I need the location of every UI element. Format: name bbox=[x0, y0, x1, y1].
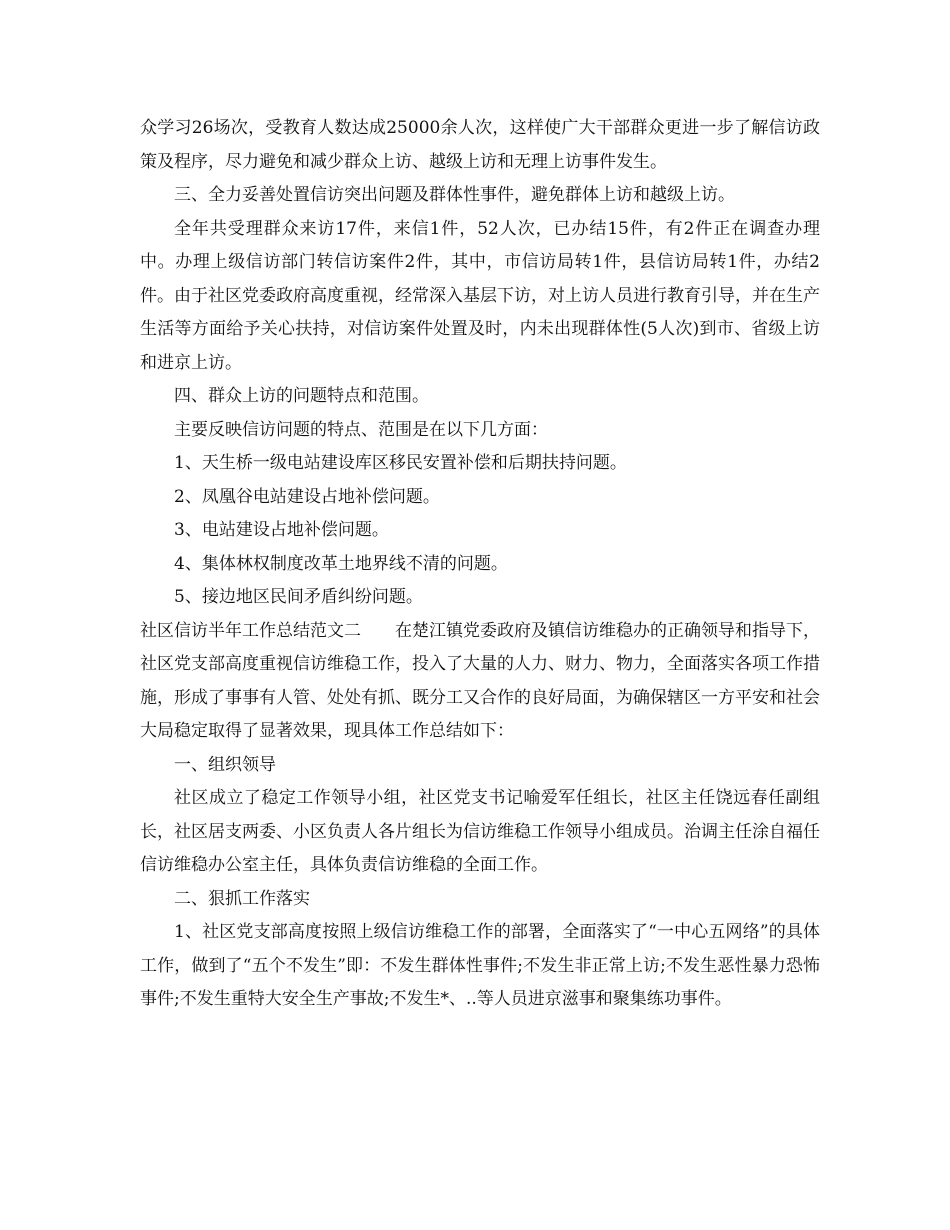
list-item-5: 5、接边地区民间矛盾纠纷问题。 bbox=[174, 587, 423, 607]
heading-implementation: 二、狠抓工作落实 bbox=[174, 888, 310, 909]
paragraph-4: 四、群众上访的问题特点和范围。 bbox=[174, 386, 429, 406]
list-item-3: 3、电站建设占地补偿问题。 bbox=[174, 520, 389, 540]
paragraph-3: 全年共受理群众来访17件，来信1件，52人次，已办结15件，有2件正在调查办理中。办理上级信访部门转信访案件2件，其中，市信访局转1件，县信访局转1件，办结2件。由于社区党委政府高度重视，经常深入基层下访，对上访人员进行教育引导，并在生产生活等方面给予关心扶持，对信访案件处置及时，内未出现群体性(5人次)到市、省级上访和进京上访。 bbox=[140, 218, 820, 373]
paragraph-organization: 社区成立了稳定工作领导小组，社区党支书记喻爱军任组长，社区主任饶远春任副组长，社区居支两委、小区负责人各片组长为信访维稳工作领导小组成员。治调主任涂自福任信访维稳办公室主任，具体负责信访维稳的全面工作。 bbox=[140, 788, 820, 875]
heading-organization: 一、组织领导 bbox=[174, 754, 276, 775]
list-item-4: 4、集体林权制度改革土地界线不清的问题。 bbox=[174, 553, 508, 574]
section-two-intro: 社区信访半年工作总结范文二 在楚江镇党委政府及镇信访维稳办的正确领导和指导下，社区党支部高度重视信访维稳工作，投入了大量的人力、财力、物力，全面落实各项工作措施，形成了事事有人管、处处有抓、既分工又合作的良好局面，为确保辖区一方平安和社会大局稳定取得了显著效果，现具体工作总结如下： bbox=[140, 620, 820, 741]
list-item-1: 1、天生桥一级电站建设库区移民安置补偿和后期扶持问题。 bbox=[174, 453, 627, 473]
list-item-2: 2、凤凰谷电站建设占地补偿问题。 bbox=[174, 486, 440, 507]
paragraph-5: 主要反映信访问题的特点、范围是在以下几方面： bbox=[174, 419, 548, 440]
document-body bbox=[140, 112, 820, 1017]
paragraph-implementation: 1、社区党支部高度按照上级信访维稳工作的部署，全面落实了“一中心五网络”的具体工作，做到了“五个不发生”即：不发生群体性事件;不发生非正常上访;不发生恶性暴力恐怖事件;不发生重特大安全生产事故;不发生*、..等人员进京滋事和聚集练功事件。 bbox=[140, 922, 820, 1009]
paragraph-1: 众学习26场次，受教育人数达成25000余人次，这样使广大干部群众更进一步了解信访政策及程序，尽力避免和减少群众上访、越级上访和无理上访事件发生。 bbox=[140, 118, 820, 172]
paragraph-2: 三、全力妥善处置信访突出问题及群体性事件，避免群体上访和越级上访。 bbox=[174, 185, 735, 205]
